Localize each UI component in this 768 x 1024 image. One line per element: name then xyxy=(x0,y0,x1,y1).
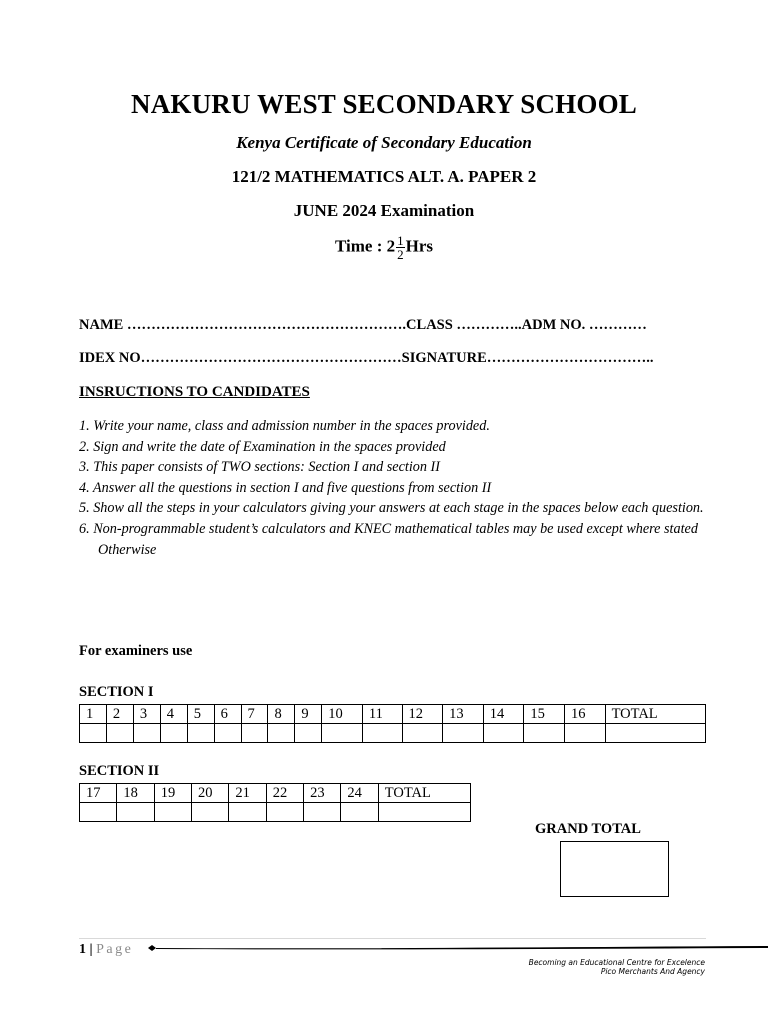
question-number-cell: 21 xyxy=(229,784,266,803)
table-score-row xyxy=(80,803,471,822)
score-cell xyxy=(564,724,605,743)
question-number-cell: 2 xyxy=(106,705,133,724)
score-cell xyxy=(241,724,268,743)
score-cell xyxy=(266,803,303,822)
score-cell xyxy=(80,803,117,822)
total-header-cell: TOTAL xyxy=(605,705,705,724)
question-number-cell: 24 xyxy=(341,784,378,803)
instruction-item: 1. Write your name, class and admission number in the spaces provided. xyxy=(79,418,490,434)
section-2-label: SECTION II xyxy=(79,763,160,779)
question-number-cell: 1 xyxy=(80,705,107,724)
question-number-cell: 8 xyxy=(268,705,295,724)
total-header-cell: TOTAL xyxy=(378,784,470,803)
page-number-value: 1 xyxy=(79,942,86,957)
score-cell xyxy=(106,724,133,743)
instruction-item: 3. This paper consists of TWO sections: Section I and section II xyxy=(79,459,440,476)
instructions-heading: INSRUCTIONS TO CANDIDATES xyxy=(79,384,310,400)
instruction-item: 5. Show all the steps in your calculators giving your answers at each stage in the spaces below each question. xyxy=(79,500,704,517)
score-cell xyxy=(341,803,378,822)
instruction-item: 2. Sign and write the date of Examination in the spaces provided xyxy=(79,438,446,455)
question-number-cell: 16 xyxy=(564,705,605,724)
question-number-cell: 23 xyxy=(304,784,341,803)
question-number-cell: 12 xyxy=(402,705,443,724)
time-fraction-denominator: 2 xyxy=(397,247,404,262)
question-number-cell: 13 xyxy=(443,705,484,724)
total-score-cell xyxy=(605,724,705,743)
question-number-cell: 4 xyxy=(160,705,187,724)
instruction-item: 4. Answer all the questions in section I and five questions from section II xyxy=(79,479,492,496)
score-cell xyxy=(483,724,524,743)
score-cell xyxy=(192,803,229,822)
score-cell xyxy=(187,724,214,743)
score-cell xyxy=(402,724,443,743)
question-number-cell: 22 xyxy=(266,784,303,803)
footer-decorative-rule xyxy=(146,938,768,958)
name-class-adm-line: NAME ………………………………………………….CLASS …………..ADM NO. ………… xyxy=(79,317,647,333)
score-cell xyxy=(80,724,107,743)
instructions-list xyxy=(79,416,709,560)
question-number-cell: 6 xyxy=(214,705,241,724)
table-score-row xyxy=(80,724,706,743)
paper-title: 121/2 MATHEMATICS ALT. A. PAPER 2 xyxy=(231,167,537,186)
page-number xyxy=(79,942,133,958)
grand-total-box xyxy=(560,841,669,897)
examiners-use-heading: For examiners use xyxy=(79,643,193,659)
score-cell xyxy=(304,803,341,822)
question-number-cell: 5 xyxy=(187,705,214,724)
grand-total-label: GRAND TOTAL xyxy=(535,821,641,837)
time-fraction-numerator: 1 xyxy=(397,233,404,248)
section-2-marks-table xyxy=(79,783,471,822)
score-cell xyxy=(154,803,191,822)
table-header-row xyxy=(80,705,706,724)
question-number-cell: 18 xyxy=(117,784,154,803)
score-cell xyxy=(295,724,322,743)
exam-duration xyxy=(0,234,768,261)
total-score-cell xyxy=(378,803,470,822)
time-suffix: Hrs xyxy=(405,236,433,256)
question-number-cell: 14 xyxy=(483,705,524,724)
score-cell xyxy=(524,724,565,743)
time-fraction xyxy=(396,234,405,261)
score-cell xyxy=(214,724,241,743)
score-cell xyxy=(362,724,402,743)
score-cell xyxy=(133,724,160,743)
score-cell xyxy=(160,724,187,743)
question-number-cell: 3 xyxy=(133,705,160,724)
score-cell xyxy=(443,724,484,743)
question-number-cell: 17 xyxy=(80,784,117,803)
question-number-cell: 15 xyxy=(524,705,565,724)
page-number-separator: | xyxy=(89,942,93,957)
question-number-cell: 9 xyxy=(295,705,322,724)
section-1-label: SECTION I xyxy=(79,684,154,700)
instruction-item: Otherwise xyxy=(98,541,157,558)
question-number-cell: 11 xyxy=(362,705,402,724)
school-name: NAKURU WEST SECONDARY SCHOOL xyxy=(131,89,637,119)
footer-tagline xyxy=(529,958,705,976)
time-prefix: Time : 2 xyxy=(334,236,396,256)
question-number-cell: 7 xyxy=(241,705,268,724)
page-word: Page xyxy=(96,942,134,957)
instruction-item: 6. Non-programmable student’s calculators and KNEC mathematical tables may be used except where stated xyxy=(79,520,698,537)
table-header-row xyxy=(80,784,471,803)
exam-session: JUNE 2024 Examination xyxy=(293,201,475,220)
question-number-cell: 20 xyxy=(192,784,229,803)
score-cell xyxy=(268,724,295,743)
tagline-line-2: Pico Merchants And Agency xyxy=(600,967,705,976)
index-signature-line: IDEX NO………………………………………………SIGNATURE…………………………….. xyxy=(79,350,654,366)
score-cell xyxy=(322,724,363,743)
score-cell xyxy=(229,803,266,822)
question-number-cell: 10 xyxy=(322,705,363,724)
section-1-marks-table xyxy=(79,704,706,743)
tagline-line-1: Becoming an Educational Centre for Excelence xyxy=(528,958,705,967)
score-cell xyxy=(117,803,154,822)
question-number-cell: 19 xyxy=(154,784,191,803)
exam-body-subtitle: Kenya Certificate of Secondary Education xyxy=(236,133,532,152)
